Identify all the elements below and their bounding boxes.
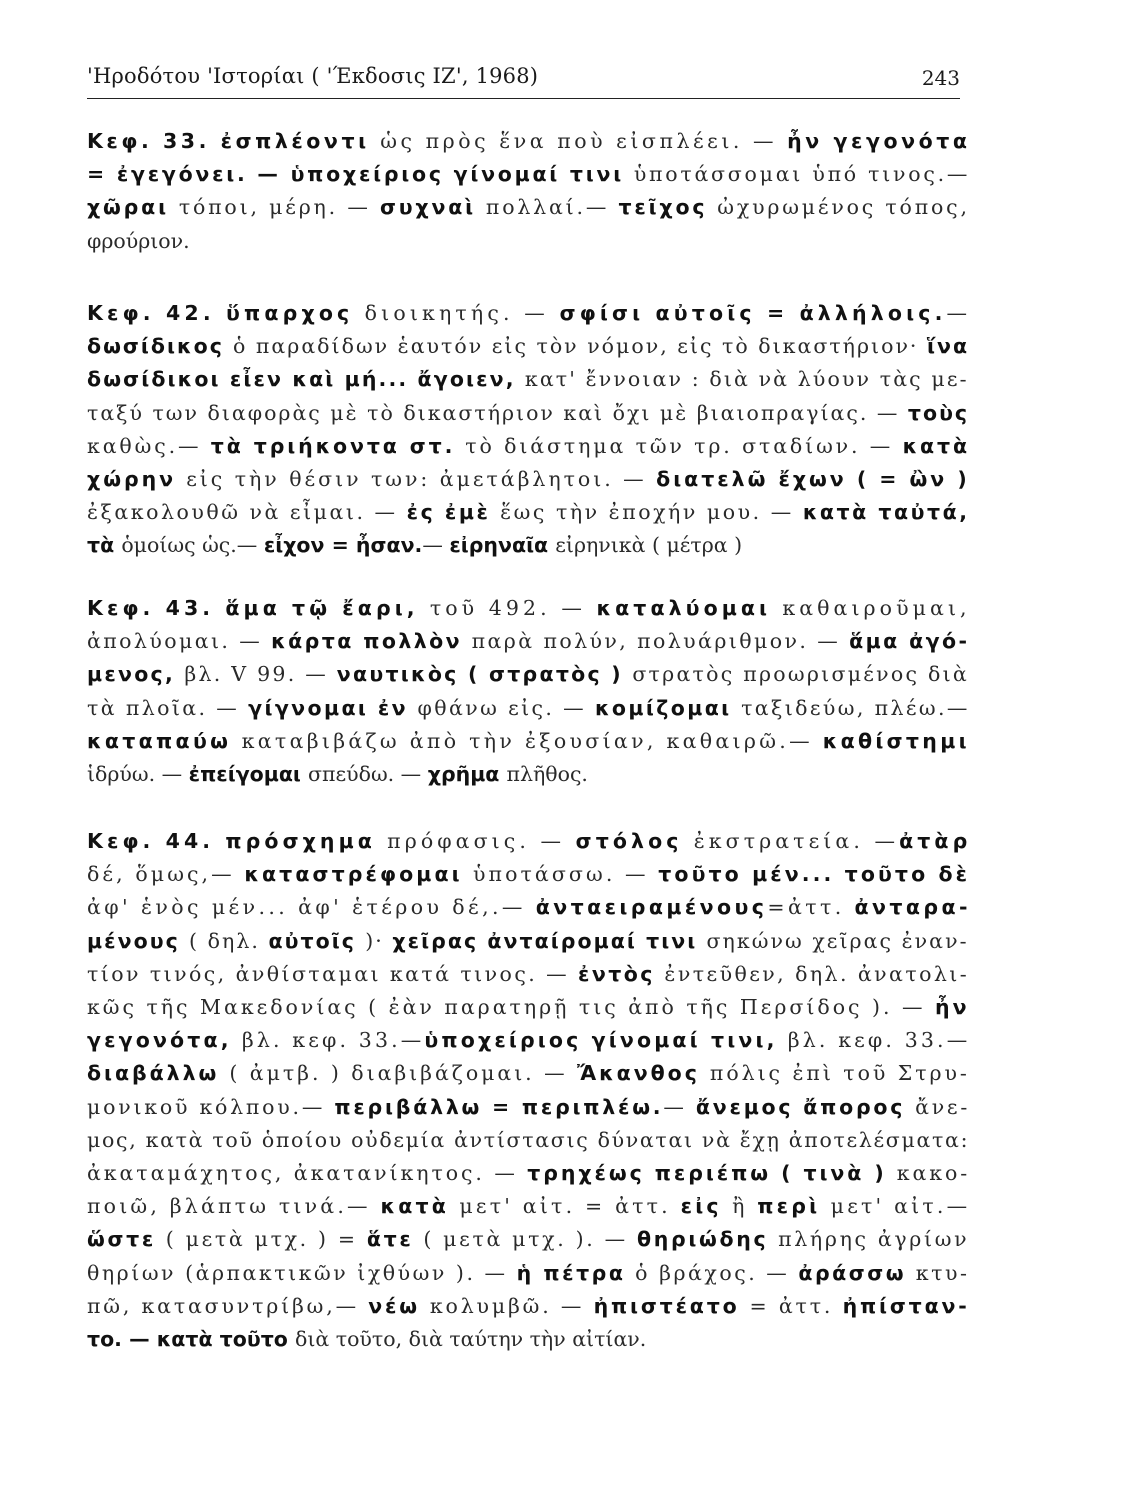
page-number: 243 [921, 66, 960, 90]
gloss-text: ἐξακολουθῶ νὰ εἶμαι. — [87, 500, 407, 525]
gloss-text: διὰ τοῦτο, διὰ ταύτην τὴν αἰτίαν. [295, 1327, 647, 1351]
bold-term: χῶραι [87, 195, 179, 220]
gloss-text: εἰς τὴν θέσιν των: ἀμετάβλητοι. — [186, 467, 657, 491]
bold-term: εἰς [680, 1194, 733, 1219]
bold-term: ἀράσσω [798, 1260, 916, 1285]
bold-term: ναυτικὸς ( στρατὸς ) [336, 662, 633, 687]
bold-term: ἅτε [366, 1227, 424, 1252]
gloss-text: ἢ [732, 1194, 758, 1219]
gloss-text: σηκώνω χεῖρας ἐναν- [706, 928, 969, 953]
text-line [87, 1091, 970, 1124]
bold-term: ἀτὰρ [899, 829, 972, 853]
bold-term: ἄνεμος ἄπορος [695, 1094, 916, 1119]
text-line [87, 1223, 969, 1256]
bold-term: καθίστημι [822, 728, 970, 753]
bold-term: ἐπείγομαι [188, 762, 309, 786]
bold-term: ἀνταειραμένους [535, 895, 768, 920]
text-line [87, 430, 970, 463]
text-line [87, 158, 970, 191]
gloss-text: εἰρηνικὰ ( μέτρα ) [555, 533, 743, 558]
text-line [87, 625, 969, 658]
gloss-text: κῶς τῆς Μακεδονίας ( ἐὰν παρατηρῇ τις ἀπὸ τῆς Περσίδος ). — [87, 995, 935, 1019]
bold-term: ἠπίσταν- [842, 1293, 970, 1318]
bold-term: κατὰ [902, 433, 970, 458]
running-title: 'Ηροδότου 'Ιστορίαι ( 'Έκδοσις ΙΖ', 1968) [87, 64, 539, 88]
bold-term: ἐσπλέοντι [220, 129, 381, 153]
gloss-text: ταξύ των διαφορὰς μὲ τὸ δικαστήριον καὶ ὄχι μὲ βιαιοπραγίας. — [87, 400, 908, 425]
bold-term: καταπαύω [87, 728, 242, 753]
bold-term: μενος, [87, 662, 185, 687]
bold-term: τὰ τριήκοντα στ. [210, 433, 466, 458]
bold-term: νέω [368, 1293, 430, 1318]
bold-term: περὶ [757, 1194, 831, 1219]
gloss-text: βλ. κεφ. 33.— [241, 1028, 425, 1053]
bold-term: ὑποχείριος γίνομαί τινι, [424, 1028, 788, 1053]
bold-term: καταστρέφομαι [244, 862, 473, 887]
gloss-text: φρούριον. [87, 228, 190, 253]
gloss-text: ἐντεῦθεν, δηλ. ἀνατολι- [664, 961, 970, 986]
bold-term: τὰ [87, 533, 122, 558]
gloss-text: ὁ βράχος. — [635, 1260, 799, 1285]
bold-term: Κεφ. 33. [87, 129, 221, 153]
text-line [87, 1057, 970, 1090]
bold-term: ἀνταρα- [854, 895, 971, 920]
bold-term: κατὰ [380, 1194, 460, 1219]
bold-term: ἐντὸς [578, 961, 665, 986]
bold-term: συχναὶ [379, 195, 486, 220]
text-line [87, 891, 971, 924]
text-line [87, 1257, 969, 1290]
text-line [87, 1290, 970, 1323]
text-line [87, 725, 970, 758]
bold-term: γίγνομαι ἐν [248, 695, 418, 720]
bold-term: ἡ πέτρα [516, 1260, 636, 1285]
bold-term: ἅμα ἀγό- [849, 629, 970, 654]
text-line [87, 1024, 970, 1057]
gloss-text: στρατὸς προωρισμένος διὰ [632, 662, 969, 687]
bold-term: πρόσχημα [225, 829, 388, 853]
gloss-text: βλ. κεφ. 33.— [787, 1028, 971, 1053]
gloss-text: ὑποτάσσομαι ὑπό τινος.— [633, 162, 971, 187]
gloss-text: ἀφ' ἑνὸς μέν... ἀφ' ἑτέρου δέ,.— [87, 895, 536, 920]
bold-term: ἅμα τῷ ἔαρι, [225, 596, 430, 620]
bold-term: μένους [87, 928, 189, 953]
gloss-text: ( μετὰ μτχ. ) = [165, 1227, 367, 1252]
gloss-text: πλήρης ἀγρίων [778, 1227, 970, 1252]
gloss-text: ποιῶ, βλάπτω τινά.— [87, 1194, 381, 1219]
gloss-text: φθάνω εἰς. — [417, 695, 595, 720]
bold-term: κάρτα πολλὸν [271, 629, 472, 654]
gloss-text: ὑποτάσσω. — [472, 862, 659, 887]
bold-term: τοῦτο μέν... τοῦτο δὲ [658, 862, 971, 887]
gloss-text: ἐκστρατεία. — [693, 829, 900, 853]
text-line [87, 858, 970, 891]
text-line [87, 592, 971, 625]
gloss-text: ( δηλ. [189, 928, 269, 953]
gloss-text: ἱδρύω. — [87, 762, 189, 786]
text-line [87, 1323, 646, 1356]
gloss-text: ἕως τὴν ἐποχήν μου. — [500, 500, 803, 525]
gloss-text: τοῦ 492. — [429, 596, 597, 620]
gloss-text: θηρίων (ἁρπακτικῶν ἰχθύων ). — [87, 1260, 517, 1285]
gloss-text: μετ' αἰτ.— [830, 1194, 971, 1219]
gloss-text: σπεύδω. — [308, 762, 428, 786]
text-line [87, 692, 970, 725]
bold-term: τοὺς [907, 400, 970, 425]
gloss-text: — [946, 301, 972, 325]
bold-term: τρηχέως περιέπω ( τινὰ ) [527, 1161, 897, 1185]
gloss-text: μετ' αἰτ. = ἀττ. [459, 1194, 681, 1219]
bold-term: σφίσι αὐτοῖς = ἀλλήλοις. [559, 301, 947, 325]
bold-term: ἦν [934, 995, 970, 1019]
gloss-text: μονικοῦ κόλπου.— [87, 1094, 335, 1119]
text-line [87, 1190, 970, 1223]
gloss-text: μος, κατὰ τοῦ ὁποίου οὐδεμία ἀντίστασις δύναται νὰ ἔχῃ ἀποτελέσματα: [87, 1127, 970, 1152]
bold-term: διαβάλλω [87, 1061, 230, 1086]
gloss-text: καθὼς.— [87, 433, 211, 458]
gloss-text: τὰ πλοῖα. — [87, 695, 249, 720]
bold-term: εἶχον = ἦσαν. [263, 533, 423, 558]
text-line [87, 297, 971, 330]
bold-term: Κεφ. 42. [87, 301, 227, 325]
bold-term: Κεφ. 44. [87, 829, 226, 853]
page-header [87, 64, 960, 99]
text-line [87, 463, 970, 496]
gloss-text: κακο- [896, 1161, 971, 1185]
gloss-text: ( μετὰ μτχ. ). — [423, 1227, 637, 1252]
bold-term: ἐς ἐμὲ [406, 500, 501, 525]
gloss-text: ὠχυρωμένος τόπος, [717, 195, 970, 220]
bold-term: θηριώδης [636, 1227, 779, 1252]
gloss-text: κολυμβῶ. — [429, 1293, 594, 1318]
text-line [87, 397, 969, 430]
bold-term: ὑποχείριος γίνομαί τινι [290, 162, 634, 187]
text-line [87, 958, 969, 991]
gloss-text: = ἀττ. [749, 1293, 843, 1318]
bold-term: ἦν γεγονότα [787, 129, 971, 153]
bold-term: γεγονότα, [87, 1028, 242, 1053]
gloss-text: ( ἀμτβ. ) διαβιβάζομαι. — [229, 1061, 578, 1086]
gloss-text: ἄνε- [915, 1094, 971, 1119]
text-line [87, 758, 588, 791]
text-line [87, 658, 969, 691]
bold-term: χώρην [87, 467, 187, 491]
text-line [87, 330, 969, 363]
gloss-text: τὸ διάστημα τῶν τρ. σταδίων. — [465, 433, 903, 458]
bold-term: Ἄκανθος [577, 1061, 710, 1086]
bold-term: ἠπιστέατο [593, 1293, 750, 1318]
bold-term: τεῖχος [618, 195, 718, 220]
gloss-text: καταβιβάζω ἀπὸ τὴν ἐξουσίαν, καθαιρῶ.— [241, 728, 823, 753]
bold-term: κατὰ ταὐτά, [802, 500, 970, 525]
text-line [87, 496, 970, 529]
bold-term: δωσίδικοι εἶεν καὶ μή... ἄγοιεν, [87, 367, 525, 392]
gloss-text: τόποι, μέρη. — [178, 195, 380, 220]
text-line [87, 1157, 970, 1190]
bold-term: Κεφ. 43. [87, 596, 226, 620]
gloss-text: ταξιδεύω, πλέω.— [741, 695, 970, 720]
bold-term: εἰρηναῖα [449, 533, 556, 558]
text-line [87, 191, 970, 224]
text-line [87, 1124, 969, 1157]
bold-term: καταλύομαι [596, 596, 783, 620]
bold-term: ὥστε [87, 1227, 166, 1252]
gloss-text: πόλις ἐπὶ τοῦ Στρυ- [709, 1061, 970, 1086]
gloss-text: πρόφασις. — [387, 829, 576, 853]
gloss-text: δέ, ὅμως,— [87, 862, 245, 887]
gloss-text: βλ. V 99. — [184, 662, 337, 687]
gloss-text: διοικητής. — [364, 301, 560, 325]
gloss-text: πλῆθος. [506, 762, 588, 786]
bold-term: στόλος [575, 829, 694, 853]
bold-term: αὐτοῖς [268, 928, 366, 953]
gloss-text: κτυ- [915, 1260, 970, 1285]
bold-term: ἵνα [927, 334, 970, 359]
gloss-text: =ἀττ. [767, 895, 855, 920]
bold-term: δωσίδικος [87, 334, 234, 359]
bold-term: ὕπαρχος [226, 301, 365, 325]
gloss-text: )· [365, 928, 393, 953]
text-line [87, 363, 969, 396]
gloss-text: ἀκαταμάχητος, ἀκατανίκητος. — [87, 1161, 528, 1185]
bold-term: χρῆμα [427, 762, 507, 786]
gloss-text: κατ' ἔννοιαν : διὰ νὰ λύουν τὰς με- [524, 367, 969, 392]
bold-term: χεῖρας ἀνταίρομαί τινι [392, 928, 707, 953]
text-line [87, 925, 969, 958]
gloss-text: ὁ παραδίδων ἑαυτόν εἰς τὸν νόμον, εἰς τὸ δικαστήριον· [233, 334, 927, 359]
bold-term: περιβάλλω = περιπλέω. [334, 1094, 664, 1119]
bold-term: το. — κατὰ τοῦτο [87, 1327, 295, 1351]
gloss-text: ὁμοίως ὡς.— [121, 533, 264, 558]
bold-term: διατελῶ ἔχων ( = ὢν ) [656, 467, 970, 491]
gloss-text: ἀπολύομαι. — [87, 629, 272, 654]
bold-term: = ἐγεγόνει. — [87, 162, 291, 187]
text-line [87, 529, 742, 562]
text-line [87, 125, 970, 158]
text-line [87, 991, 970, 1024]
gloss-text: τίον τινός, ἀνθίσταμαι κατά τινος. — [87, 961, 578, 986]
text-line [87, 825, 971, 858]
gloss-text: πῶ, κατασυντρίβω,— [87, 1293, 369, 1318]
text-line [87, 225, 190, 258]
gloss-text: — [422, 533, 450, 558]
gloss-text: πολλαί.— [485, 195, 619, 220]
gloss-text: παρὰ πολύν, πολυάριθμον. — [471, 629, 850, 654]
gloss-text: καθαιροῦμαι, [782, 596, 971, 620]
gloss-text: — [663, 1094, 696, 1119]
bold-term: κομίζομαι [594, 695, 742, 720]
gloss-text: ὡς πρὸς ἕνα ποὺ εἰσπλέει. — [380, 129, 788, 153]
